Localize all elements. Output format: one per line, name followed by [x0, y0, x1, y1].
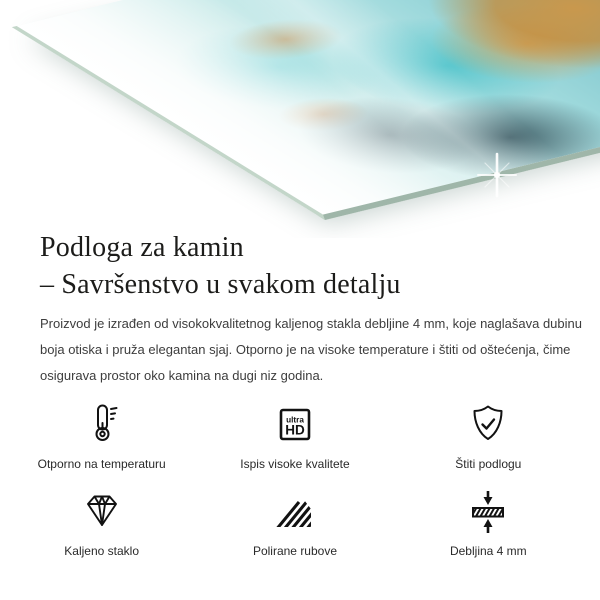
feature-label: Otporno na temperaturu	[37, 457, 166, 471]
feature-label: Ispis visoke kvalitete	[240, 457, 350, 471]
sparkle-icon	[474, 152, 520, 198]
features-grid	[5, 401, 585, 559]
thickness-icon	[464, 488, 512, 536]
product-description: Proizvod je izrađen od visokokvalitetnog kaljenog stakla debljine 4 mm, koje naglašava dubinu boja otiska i pruža elegantan sjaj. Otporno je na visoke temperature i štiti od oštećenja, čime osigurava prostor oko kamina na dugi niz godina.	[40, 316, 582, 383]
product-image	[0, 0, 600, 238]
feature-temperature	[5, 401, 198, 472]
svg-text:ultra: ultra	[286, 415, 304, 425]
polished-edges-icon	[271, 488, 319, 536]
feature-print-quality	[198, 401, 391, 472]
feature-label: Štiti podlogu	[455, 457, 522, 471]
title-line-1: Podloga za kamin	[40, 232, 244, 263]
shield-check-icon	[464, 401, 512, 449]
feature-label: Debljina 4 mm	[449, 544, 527, 558]
feature-protects-floor	[392, 401, 585, 472]
svg-text:HD: HD	[285, 422, 305, 438]
feature-polished-edges	[198, 488, 391, 559]
feature-label: Kaljeno staklo	[64, 544, 140, 558]
feature-tempered-glass	[5, 488, 198, 559]
title-line-2: – Savršenstvo u svakom detalju	[40, 269, 401, 300]
thermometer-icon	[78, 401, 126, 449]
page-title	[40, 229, 401, 303]
ultra-hd-icon	[271, 401, 319, 449]
diamond-icon	[78, 488, 126, 536]
feature-thickness	[392, 488, 585, 559]
feature-label: Polirane rubove	[252, 544, 338, 558]
